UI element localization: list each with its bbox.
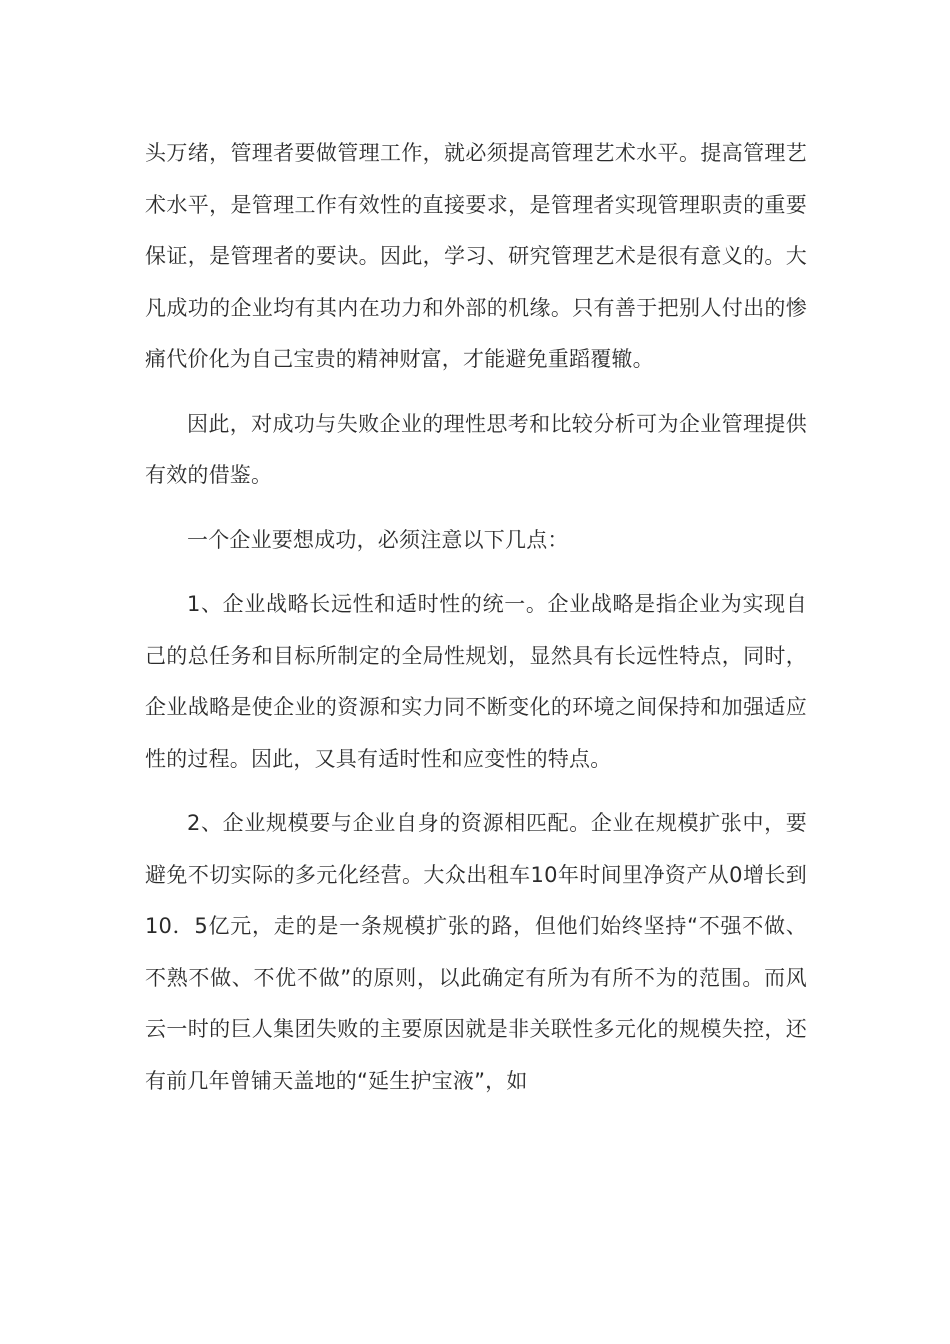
paragraph-gap <box>145 502 807 515</box>
paragraph-comparative-analysis: 因此，对成功与失败企业的理性思考和比较分析可为企业管理提供有效的借鉴。 <box>145 411 807 487</box>
paragraph-point-1-strategy: 1、企业战略长远性和适时性的统一。企业战略是指企业为实现自己的总任务和目标所制定的全局性规划，显然具有长远性特点，同时，企业战略是使企业的资源和实力同不断变化的环境之间保持和加强适应性的过程。因此，又具有适时性和应变性的特点。 <box>145 592 807 771</box>
paragraph-management-art: 头万绪，管理者要做管理工作，就必须提高管理艺术水平。提高管理艺术水平，是管理工作有效性的直接要求，是管理者实现管理职责的重要保证，是管理者的要诀。因此，学习、研究管理艺术是很有意义的。大凡成功的企业均有其内在功力和外部的机缘。只有善于把别人付出的惨痛代价化为自己宝贵的精神财富，才能避免重蹈覆辙。 <box>145 141 807 371</box>
paragraph-success-points-intro: 一个企业要想成功，必须注意以下几点： <box>187 527 569 552</box>
paragraph-point-2-scale: 2、企业规模要与企业自身的资源相匹配。企业在规模扩张中，要避免不切实际的多元化经营。大众出租车10年时间里净资产从0增长到10．5亿元，走的是一条规模扩张的路，但他们始终坚持“不强不做、不熟不做、不优不做”的原则，以此确定有所为有所不为的范围。而风云一时的巨人集团失败的主要原因就是非关联性多元化的规模失控，还有前几年曾铺天盖地的“延生护宝液”，如 <box>145 811 807 1093</box>
paragraph-gap <box>145 785 807 798</box>
document-body <box>145 128 807 1107</box>
paragraph-gap <box>145 386 807 399</box>
paragraph-gap <box>145 566 807 579</box>
